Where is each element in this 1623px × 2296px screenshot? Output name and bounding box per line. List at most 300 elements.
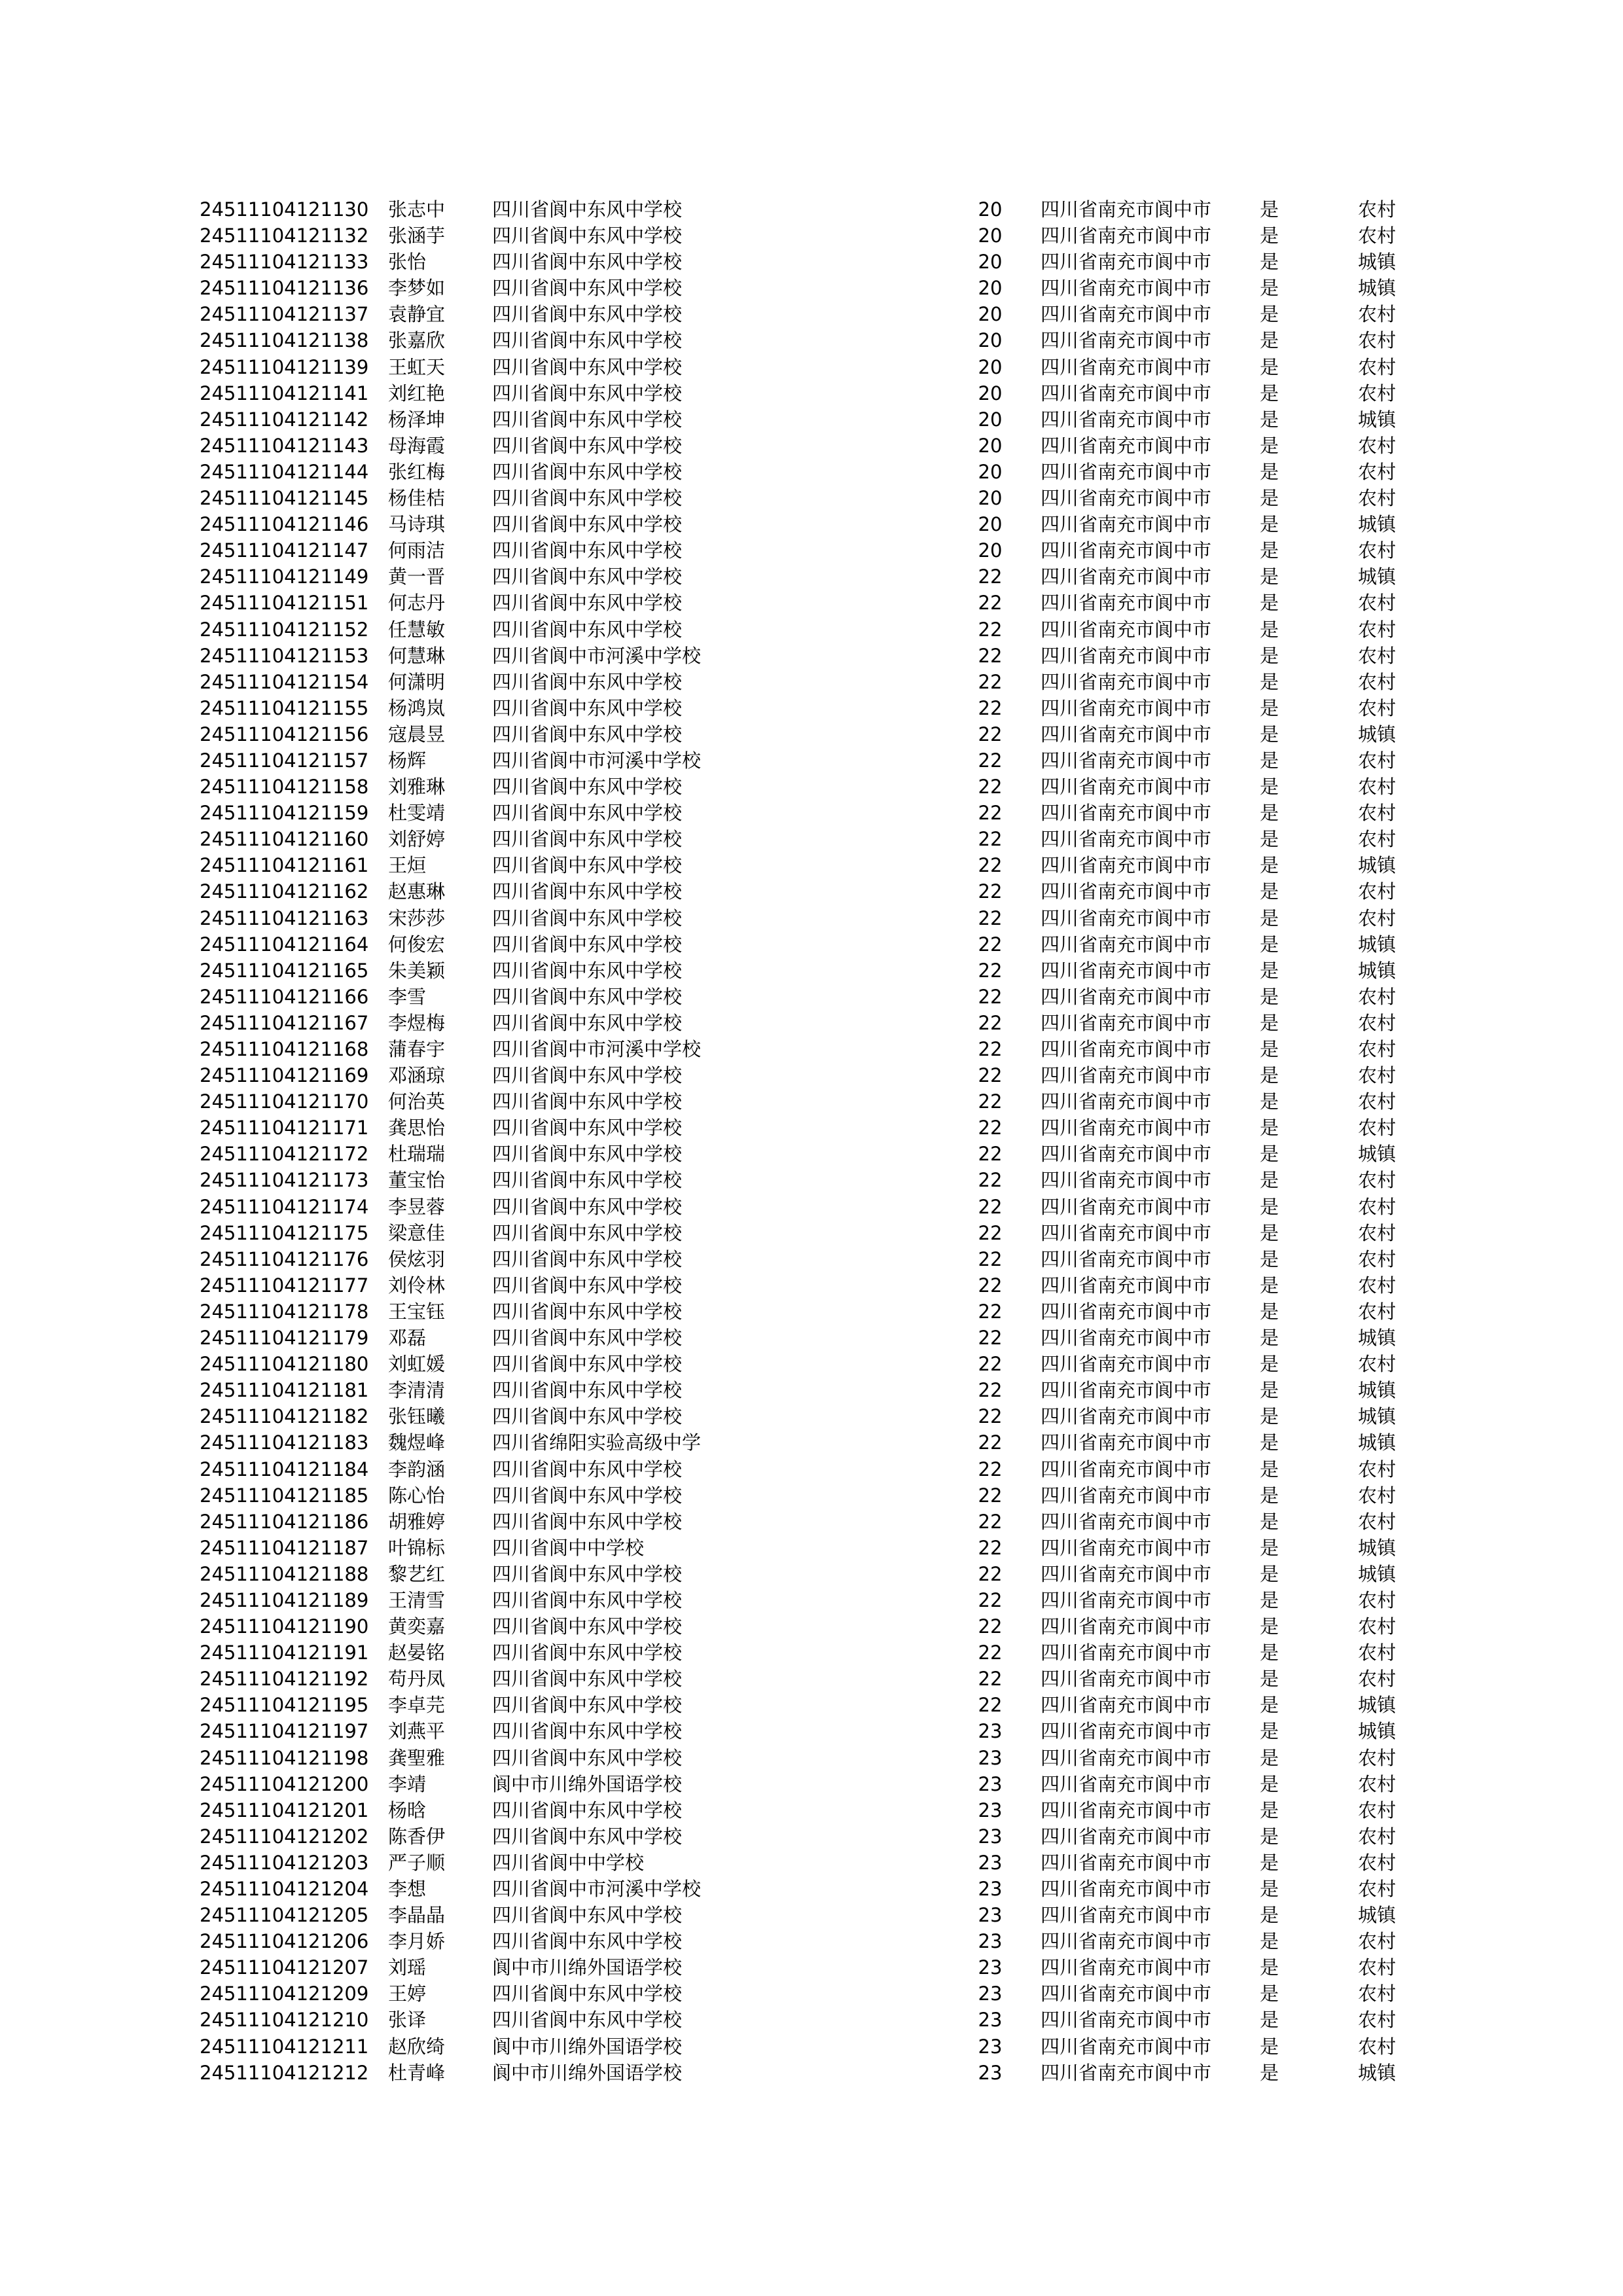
flag-cell: 是 xyxy=(1260,1720,1279,1743)
flag-cell: 是 xyxy=(1260,959,1279,982)
table-row xyxy=(0,1036,1623,1062)
table-row xyxy=(0,1088,1623,1115)
table-row xyxy=(0,852,1623,878)
area-type-cell: 农村 xyxy=(1358,303,1397,326)
number-cell: 22 xyxy=(978,1327,1003,1350)
school-cell: 四川省阆中东风中学校 xyxy=(492,1090,683,1113)
table-row xyxy=(0,1246,1623,1272)
area-type-cell: 农村 xyxy=(1358,198,1397,221)
flag-cell: 是 xyxy=(1260,1353,1279,1376)
table-row xyxy=(0,1954,1623,1981)
area-type-cell: 农村 xyxy=(1358,1615,1397,1638)
table-row xyxy=(0,1745,1623,1771)
student-name-cell: 杜瑞瑞 xyxy=(388,1143,446,1166)
student-name-cell: 李靖 xyxy=(388,1772,427,1795)
school-cell: 四川省阆中东风中学校 xyxy=(492,329,683,352)
exam-id-cell: 24511104121204 xyxy=(200,1878,369,1900)
number-cell: 23 xyxy=(978,2009,1003,2032)
school-cell: 四川省阆中东风中学校 xyxy=(492,565,683,588)
school-cell: 四川省阆中东风中学校 xyxy=(492,906,683,929)
exam-id-cell: 24511104121156 xyxy=(200,723,369,745)
table-row xyxy=(0,800,1623,826)
number-cell: 22 xyxy=(978,1169,1003,1192)
school-cell: 四川省阆中东风中学校 xyxy=(492,303,683,326)
student-name-cell: 何俊宏 xyxy=(388,933,446,956)
table-row xyxy=(0,1981,1623,2007)
table-row xyxy=(0,1928,1623,1954)
number-cell: 20 xyxy=(978,487,1003,510)
student-name-cell: 杜雯靖 xyxy=(388,802,446,825)
region-cell: 四川省南充市阆中市 xyxy=(1041,1904,1212,1927)
region-cell: 四川省南充市阆中市 xyxy=(1041,933,1212,956)
number-cell: 22 xyxy=(978,696,1003,719)
student-name-cell: 侯炫羽 xyxy=(388,1247,446,1270)
flag-cell: 是 xyxy=(1260,329,1279,352)
school-cell: 四川省阆中东风中学校 xyxy=(492,1195,683,1218)
flag-cell: 是 xyxy=(1260,1379,1279,1402)
area-type-cell: 农村 xyxy=(1358,2035,1397,2058)
table-row xyxy=(0,433,1623,459)
number-cell: 22 xyxy=(978,1458,1003,1480)
number-cell: 22 xyxy=(978,1011,1003,1034)
student-name-cell: 王宝钰 xyxy=(388,1300,446,1323)
school-cell: 四川省阆中东风中学校 xyxy=(492,1615,683,1638)
exam-id-cell: 24511104121149 xyxy=(200,565,369,588)
student-name-cell: 赵晏铭 xyxy=(388,1641,446,1664)
table-row xyxy=(0,695,1623,721)
number-cell: 23 xyxy=(978,2061,1003,2084)
number-cell: 20 xyxy=(978,460,1003,483)
student-name-cell: 何治英 xyxy=(388,1090,446,1113)
area-type-cell: 农村 xyxy=(1358,1668,1397,1691)
school-cell: 四川省阆中东风中学校 xyxy=(492,1982,683,2005)
student-name-cell: 李卓芫 xyxy=(388,1694,446,1717)
area-type-cell: 农村 xyxy=(1358,1956,1397,1979)
school-cell: 四川省阆中东风中学校 xyxy=(492,959,683,982)
exam-id-cell: 24511104121176 xyxy=(200,1247,369,1270)
school-cell: 四川省阆中东风中学校 xyxy=(492,1694,683,1717)
number-cell: 22 xyxy=(978,776,1003,798)
school-cell: 四川省阆中东风中学校 xyxy=(492,277,683,300)
area-type-cell: 农村 xyxy=(1358,618,1397,641)
flag-cell: 是 xyxy=(1260,434,1279,457)
number-cell: 23 xyxy=(978,1956,1003,1979)
region-cell: 四川省南充市阆中市 xyxy=(1041,1011,1212,1034)
table-row xyxy=(0,196,1623,223)
number-cell: 22 xyxy=(978,644,1003,667)
area-type-cell: 农村 xyxy=(1358,1247,1397,1270)
flag-cell: 是 xyxy=(1260,854,1279,877)
number-cell: 22 xyxy=(978,1615,1003,1638)
table-row xyxy=(0,878,1623,905)
table-row xyxy=(0,1010,1623,1036)
exam-id-cell: 24511104121178 xyxy=(200,1300,369,1323)
flag-cell: 是 xyxy=(1260,251,1279,274)
exam-id-cell: 24511104121147 xyxy=(200,539,369,562)
student-name-cell: 董宝怡 xyxy=(388,1169,446,1192)
area-type-cell: 农村 xyxy=(1358,2009,1397,2032)
number-cell: 20 xyxy=(978,277,1003,300)
school-cell: 四川省阆中东风中学校 xyxy=(492,592,683,615)
region-cell: 四川省南充市阆中市 xyxy=(1041,1221,1212,1244)
table-row xyxy=(0,826,1623,852)
student-name-cell: 朱美颖 xyxy=(388,959,446,982)
school-cell: 四川省阆中东风中学校 xyxy=(492,1458,683,1480)
school-cell: 四川省阆中东风中学校 xyxy=(492,1588,683,1611)
number-cell: 22 xyxy=(978,1064,1003,1087)
exam-id-cell: 24511104121192 xyxy=(200,1668,369,1691)
flag-cell: 是 xyxy=(1260,776,1279,798)
number-cell: 22 xyxy=(978,1536,1003,1559)
table-row xyxy=(0,1640,1623,1666)
school-cell: 四川省阆中东风中学校 xyxy=(492,1720,683,1743)
school-cell: 四川省阆中东风中学校 xyxy=(492,1510,683,1533)
area-type-cell: 农村 xyxy=(1358,1011,1397,1034)
school-cell: 阆中市川绵外国语学校 xyxy=(492,1772,683,1795)
table-row xyxy=(0,485,1623,511)
exam-id-cell: 24511104121197 xyxy=(200,1720,369,1743)
number-cell: 22 xyxy=(978,1510,1003,1533)
region-cell: 四川省南充市阆中市 xyxy=(1041,1510,1212,1533)
area-type-cell: 城镇 xyxy=(1358,1405,1397,1428)
exam-id-cell: 24511104121188 xyxy=(200,1562,369,1585)
table-row xyxy=(0,774,1623,800)
exam-id-cell: 24511104121207 xyxy=(200,1956,369,1979)
exam-id-cell: 24511104121173 xyxy=(200,1169,369,1192)
exam-id-cell: 24511104121159 xyxy=(200,802,369,825)
number-cell: 20 xyxy=(978,408,1003,431)
student-name-cell: 王烜 xyxy=(388,854,427,877)
table-row xyxy=(0,327,1623,353)
number-cell: 22 xyxy=(978,1221,1003,1244)
number-cell: 20 xyxy=(978,224,1003,247)
flag-cell: 是 xyxy=(1260,1221,1279,1244)
region-cell: 四川省南充市阆中市 xyxy=(1041,2061,1212,2084)
area-type-cell: 农村 xyxy=(1358,592,1397,615)
flag-cell: 是 xyxy=(1260,1588,1279,1611)
table-row xyxy=(0,1823,1623,1850)
school-cell: 四川省阆中东风中学校 xyxy=(492,1825,683,1848)
number-cell: 23 xyxy=(978,1746,1003,1769)
region-cell: 四川省南充市阆中市 xyxy=(1041,1274,1212,1297)
number-cell: 20 xyxy=(978,355,1003,378)
exam-id-cell: 24511104121201 xyxy=(200,1799,369,1821)
area-type-cell: 城镇 xyxy=(1358,1431,1397,1454)
table-row xyxy=(0,931,1623,958)
area-type-cell: 城镇 xyxy=(1358,251,1397,274)
student-name-cell: 张涵芋 xyxy=(388,224,446,247)
exam-id-cell: 24511104121139 xyxy=(200,355,369,378)
area-type-cell: 城镇 xyxy=(1358,1379,1397,1402)
region-cell: 四川省南充市阆中市 xyxy=(1041,460,1212,483)
table-row xyxy=(0,1429,1623,1456)
student-name-cell: 宋莎莎 xyxy=(388,906,446,929)
school-cell: 四川省阆中市河溪中学校 xyxy=(492,644,702,667)
flag-cell: 是 xyxy=(1260,1536,1279,1559)
region-cell: 四川省南充市阆中市 xyxy=(1041,355,1212,378)
table-row xyxy=(0,380,1623,406)
number-cell: 23 xyxy=(978,2035,1003,2058)
number-cell: 20 xyxy=(978,198,1003,221)
number-cell: 22 xyxy=(978,1038,1003,1060)
student-name-cell: 刘雅琳 xyxy=(388,776,446,798)
school-cell: 四川省阆中东风中学校 xyxy=(492,670,683,693)
number-cell: 22 xyxy=(978,880,1003,903)
region-cell: 四川省南充市阆中市 xyxy=(1041,696,1212,719)
exam-id-cell: 24511104121180 xyxy=(200,1353,369,1376)
region-cell: 四川省南充市阆中市 xyxy=(1041,1930,1212,1953)
area-type-cell: 农村 xyxy=(1358,1117,1397,1139)
student-name-cell: 李月娇 xyxy=(388,1930,446,1953)
region-cell: 四川省南充市阆中市 xyxy=(1041,592,1212,615)
student-name-cell: 刘伶林 xyxy=(388,1274,446,1297)
region-cell: 四川省南充市阆中市 xyxy=(1041,1668,1212,1691)
flag-cell: 是 xyxy=(1260,1694,1279,1717)
area-type-cell: 城镇 xyxy=(1358,1562,1397,1585)
student-name-cell: 刘燕平 xyxy=(388,1720,446,1743)
table-row xyxy=(0,1220,1623,1246)
exam-id-cell: 24511104121184 xyxy=(200,1458,369,1480)
student-name-cell: 梁意佳 xyxy=(388,1221,446,1244)
area-type-cell: 农村 xyxy=(1358,1799,1397,1821)
table-row xyxy=(0,1141,1623,1167)
exam-id-cell: 24511104121151 xyxy=(200,592,369,615)
student-name-cell: 刘瑶 xyxy=(388,1956,427,1979)
flag-cell: 是 xyxy=(1260,1431,1279,1454)
flag-cell: 是 xyxy=(1260,933,1279,956)
flag-cell: 是 xyxy=(1260,749,1279,772)
student-name-cell: 张译 xyxy=(388,2009,427,2032)
flag-cell: 是 xyxy=(1260,828,1279,851)
area-type-cell: 城镇 xyxy=(1358,1720,1397,1743)
table-row xyxy=(0,301,1623,327)
school-cell: 四川省阆中市河溪中学校 xyxy=(492,749,702,772)
area-type-cell: 农村 xyxy=(1358,434,1397,457)
area-type-cell: 农村 xyxy=(1358,880,1397,903)
flag-cell: 是 xyxy=(1260,1143,1279,1166)
region-cell: 四川省南充市阆中市 xyxy=(1041,2009,1212,2032)
number-cell: 22 xyxy=(978,723,1003,745)
exam-id-cell: 24511104121165 xyxy=(200,959,369,982)
exam-id-cell: 24511104121133 xyxy=(200,251,369,274)
table-row xyxy=(0,1167,1623,1193)
region-cell: 四川省南充市阆中市 xyxy=(1041,1825,1212,1848)
table-row xyxy=(0,1509,1623,1535)
number-cell: 22 xyxy=(978,1694,1003,1717)
flag-cell: 是 xyxy=(1260,1247,1279,1270)
exam-id-cell: 24511104121174 xyxy=(200,1195,369,1218)
region-cell: 四川省南充市阆中市 xyxy=(1041,1615,1212,1638)
student-name-cell: 胡雅婷 xyxy=(388,1510,446,1533)
school-cell: 四川省阆中中学校 xyxy=(492,1536,645,1559)
number-cell: 22 xyxy=(978,1484,1003,1507)
number-cell: 23 xyxy=(978,1930,1003,1953)
area-type-cell: 农村 xyxy=(1358,670,1397,693)
student-name-cell: 杨佳桔 xyxy=(388,487,446,510)
area-type-cell: 农村 xyxy=(1358,1510,1397,1533)
school-cell: 四川省阆中东风中学校 xyxy=(492,1641,683,1664)
exam-id-cell: 24511104121190 xyxy=(200,1615,369,1638)
region-cell: 四川省南充市阆中市 xyxy=(1041,1143,1212,1166)
area-type-cell: 城镇 xyxy=(1358,513,1397,536)
region-cell: 四川省南充市阆中市 xyxy=(1041,906,1212,929)
school-cell: 四川省阆中东风中学校 xyxy=(492,355,683,378)
region-cell: 四川省南充市阆中市 xyxy=(1041,1379,1212,1402)
school-cell: 四川省阆中东风中学校 xyxy=(492,224,683,247)
area-type-cell: 城镇 xyxy=(1358,1143,1397,1166)
school-cell: 四川省阆中东风中学校 xyxy=(492,539,683,562)
student-name-cell: 李晶晶 xyxy=(388,1904,446,1927)
school-cell: 四川省阆中东风中学校 xyxy=(492,1668,683,1691)
area-type-cell: 农村 xyxy=(1358,460,1397,483)
area-type-cell: 农村 xyxy=(1358,1300,1397,1323)
region-cell: 四川省南充市阆中市 xyxy=(1041,303,1212,326)
flag-cell: 是 xyxy=(1260,198,1279,221)
exam-id-cell: 24511104121141 xyxy=(200,382,369,404)
school-cell: 四川省阆中东风中学校 xyxy=(492,1379,683,1402)
table-row xyxy=(0,1692,1623,1718)
area-type-cell: 农村 xyxy=(1358,1982,1397,2005)
region-cell: 四川省南充市阆中市 xyxy=(1041,1956,1212,1979)
school-cell: 四川省阆中东风中学校 xyxy=(492,802,683,825)
flag-cell: 是 xyxy=(1260,644,1279,667)
region-cell: 四川省南充市阆中市 xyxy=(1041,1588,1212,1611)
number-cell: 20 xyxy=(978,329,1003,352)
region-cell: 四川省南充市阆中市 xyxy=(1041,1431,1212,1454)
exam-id-cell: 24511104121172 xyxy=(200,1143,369,1166)
table-row xyxy=(0,1535,1623,1561)
student-name-cell: 刘舒婷 xyxy=(388,828,446,851)
region-cell: 四川省南充市阆中市 xyxy=(1041,1169,1212,1192)
flag-cell: 是 xyxy=(1260,487,1279,510)
table-row xyxy=(0,1403,1623,1429)
school-cell: 四川省阆中东风中学校 xyxy=(492,408,683,431)
region-cell: 四川省南充市阆中市 xyxy=(1041,251,1212,274)
number-cell: 22 xyxy=(978,906,1003,929)
student-name-cell: 王清雪 xyxy=(388,1588,446,1611)
area-type-cell: 城镇 xyxy=(1358,277,1397,300)
table-row xyxy=(0,1613,1623,1640)
number-cell: 23 xyxy=(978,1799,1003,1821)
region-cell: 四川省南充市阆中市 xyxy=(1041,539,1212,562)
flag-cell: 是 xyxy=(1260,1169,1279,1192)
student-name-cell: 刘虹媛 xyxy=(388,1353,446,1376)
student-name-cell: 李昱蓉 xyxy=(388,1195,446,1218)
school-cell: 四川省阆中东风中学校 xyxy=(492,1484,683,1507)
exam-id-cell: 24511104121160 xyxy=(200,828,369,851)
region-cell: 四川省南充市阆中市 xyxy=(1041,565,1212,588)
school-cell: 四川省阆中东风中学校 xyxy=(492,880,683,903)
student-name-cell: 张嘉欣 xyxy=(388,329,446,352)
table-row xyxy=(0,1456,1623,1482)
table-row xyxy=(0,643,1623,669)
school-cell: 阆中市川绵外国语学校 xyxy=(492,2035,683,2058)
flag-cell: 是 xyxy=(1260,906,1279,929)
student-name-cell: 严子顺 xyxy=(388,1851,446,1874)
region-cell: 四川省南充市阆中市 xyxy=(1041,749,1212,772)
exam-id-cell: 24511104121154 xyxy=(200,670,369,693)
area-type-cell: 农村 xyxy=(1358,1484,1397,1507)
area-type-cell: 城镇 xyxy=(1358,959,1397,982)
number-cell: 22 xyxy=(978,1562,1003,1585)
student-name-cell: 何慧琳 xyxy=(388,644,446,667)
area-type-cell: 农村 xyxy=(1358,644,1397,667)
exam-id-cell: 24511104121206 xyxy=(200,1930,369,1953)
area-type-cell: 农村 xyxy=(1358,1851,1397,1874)
exam-id-cell: 24511104121152 xyxy=(200,618,369,641)
table-row xyxy=(0,459,1623,485)
student-name-cell: 蒲春宇 xyxy=(388,1038,446,1060)
school-cell: 四川省阆中东风中学校 xyxy=(492,1353,683,1376)
student-name-cell: 李梦如 xyxy=(388,277,446,300)
flag-cell: 是 xyxy=(1260,1458,1279,1480)
student-name-cell: 陈心怡 xyxy=(388,1484,446,1507)
school-cell: 四川省阆中东风中学校 xyxy=(492,1300,683,1323)
table-row xyxy=(0,1351,1623,1377)
exam-id-cell: 24511104121162 xyxy=(200,880,369,903)
school-cell: 四川省阆中东风中学校 xyxy=(492,776,683,798)
region-cell: 四川省南充市阆中市 xyxy=(1041,1327,1212,1350)
table-row xyxy=(0,590,1623,616)
school-cell: 四川省阆中东风中学校 xyxy=(492,985,683,1008)
flag-cell: 是 xyxy=(1260,1641,1279,1664)
school-cell: 四川省阆中东风中学校 xyxy=(492,1562,683,1585)
exam-id-cell: 24511104121175 xyxy=(200,1221,369,1244)
table-row xyxy=(0,1850,1623,1876)
area-type-cell: 农村 xyxy=(1358,1353,1397,1376)
school-cell: 四川省阆中东风中学校 xyxy=(492,854,683,877)
exam-id-cell: 24511104121138 xyxy=(200,329,369,352)
school-cell: 四川省阆中东风中学校 xyxy=(492,1746,683,1769)
flag-cell: 是 xyxy=(1260,565,1279,588)
student-name-cell: 邓磊 xyxy=(388,1327,427,1350)
region-cell: 四川省南充市阆中市 xyxy=(1041,1300,1212,1323)
school-cell: 四川省阆中东风中学校 xyxy=(492,828,683,851)
school-cell: 四川省阆中市河溪中学校 xyxy=(492,1038,702,1060)
flag-cell: 是 xyxy=(1260,382,1279,404)
exam-id-cell: 24511104121183 xyxy=(200,1431,369,1454)
flag-cell: 是 xyxy=(1260,1799,1279,1821)
number-cell: 22 xyxy=(978,802,1003,825)
number-cell: 22 xyxy=(978,1300,1003,1323)
school-cell: 四川省阆中中学校 xyxy=(492,1851,645,1874)
area-type-cell: 农村 xyxy=(1358,1772,1397,1795)
table-row xyxy=(0,1115,1623,1141)
exam-id-cell: 24511104121202 xyxy=(200,1825,369,1848)
exam-id-cell: 24511104121155 xyxy=(200,696,369,719)
exam-id-cell: 24511104121205 xyxy=(200,1904,369,1927)
exam-id-cell: 24511104121142 xyxy=(200,408,369,431)
flag-cell: 是 xyxy=(1260,1510,1279,1533)
student-name-cell: 杨泽坤 xyxy=(388,408,446,431)
number-cell: 23 xyxy=(978,1720,1003,1743)
student-name-cell: 李雪 xyxy=(388,985,427,1008)
school-cell: 四川省阆中东风中学校 xyxy=(492,1799,683,1821)
number-cell: 22 xyxy=(978,670,1003,693)
number-cell: 23 xyxy=(978,1982,1003,2005)
table-row xyxy=(0,275,1623,301)
exam-id-cell: 24511104121157 xyxy=(200,749,369,772)
region-cell: 四川省南充市阆中市 xyxy=(1041,1117,1212,1139)
number-cell: 22 xyxy=(978,1405,1003,1428)
region-cell: 四川省南充市阆中市 xyxy=(1041,1746,1212,1769)
table-row xyxy=(0,1194,1623,1220)
region-cell: 四川省南充市阆中市 xyxy=(1041,1064,1212,1087)
school-cell: 四川省阆中东风中学校 xyxy=(492,1143,683,1166)
table-row xyxy=(0,669,1623,695)
flag-cell: 是 xyxy=(1260,1274,1279,1297)
exam-id-cell: 24511104121153 xyxy=(200,644,369,667)
